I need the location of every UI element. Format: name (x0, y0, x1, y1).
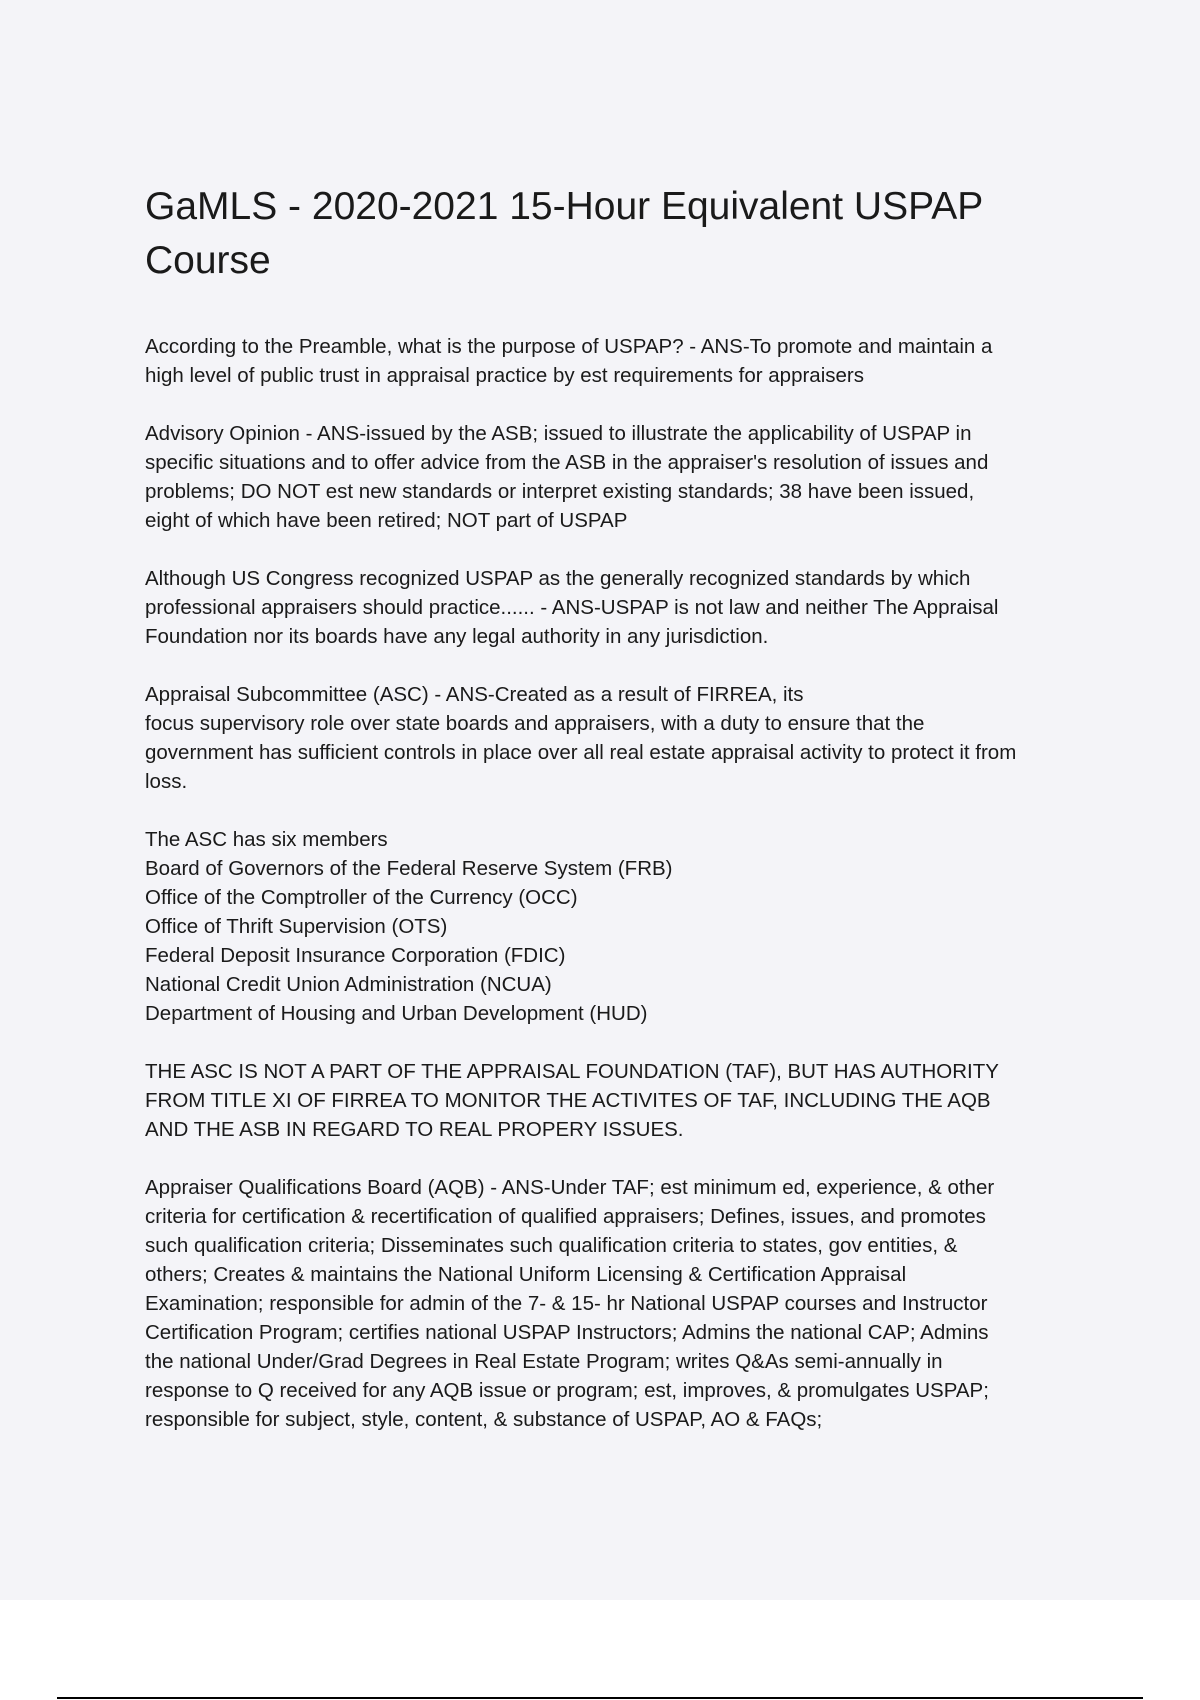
paragraph-congress-recognition: Although US Congress recognized USPAP as the generally recognized standards by which professional appraisers should practice...... - ANS-USPAP is not law and neither The Appraisal Foundation nor its boards have any legal authority in any jurisdiction. (145, 567, 999, 648)
paragraph-asc-members: The ASC has six members Board of Governors of the Federal Reserve System (FRB) Office of the Comptroller of the Currency (OCC) Office of Thrift Supervision (OTS) Federal Deposit Insurance Corporation (FDIC) National Credit Union Administration (NCUA) Department of Housing and Urban Development (HUD) (145, 828, 673, 1025)
document-body (145, 180, 1095, 1463)
page-title: GaMLS - 2020-2021 15-Hour Equivalent USPAP Course (145, 185, 984, 282)
paragraph-aqb: Appraiser Qualifications Board (AQB) - ANS-Under TAF; est minimum ed, experience, & other criteria for certification & recertification of qualified appraisers; Defines, issues, and promotes such qualification criteria; Disseminates such qualification criteria to states, gov entities, & others; Creates & maintains the National Uniform Licensing & Certification Appraisal Examination; responsible for admin of the 7- & 15- hr National USPAP courses and Instructor Certification Program; certifies national USPAP Instructors; Admins the national CAP; Admins the national Under/Grad Degrees in Real Estate Program; writes Q&As semi-annually in response to Q received for any AQB issue or program; est, improves, & promulgates USPAP; responsible for subject, style, content, & substance of USPAP, AO & FAQs; (145, 1176, 995, 1431)
paragraph-uspap-purpose: According to the Preamble, what is the purpose of USPAP? - ANS-To promote and maintain a high level of public trust in appraisal practice by est requirements for appraisers (145, 335, 993, 387)
paragraph-appraisal-subcommittee: Appraisal Subcommittee (ASC) - ANS-Created as a result of FIRREA, its focus supervisory role over state boards and appraisers, with a duty to ensure that the government has sufficient controls in place over all real estate appraisal activity to protect it from loss. (145, 683, 1017, 793)
paragraph-advisory-opinion: Advisory Opinion - ANS-issued by the ASB; issued to illustrate the applicability of USPAP in specific situations and to offer advice from the ASB in the appraiser's resolution of issues and problems; DO NOT est new standards or interpret existing standards; 38 have been issued, eight of which have been retired; NOT part of USPAP (145, 422, 989, 532)
page-divider (57, 1697, 1143, 1699)
paragraph-asc-authority: THE ASC IS NOT A PART OF THE APPRAISAL FOUNDATION (TAF), BUT HAS AUTHORITY FROM TITLE XI OF FIRREA TO MONITOR THE ACTIVITES OF TAF, INCLUDING THE AQB AND THE ASB IN REGARD TO REAL PROPERY ISSUES. (145, 1060, 999, 1141)
